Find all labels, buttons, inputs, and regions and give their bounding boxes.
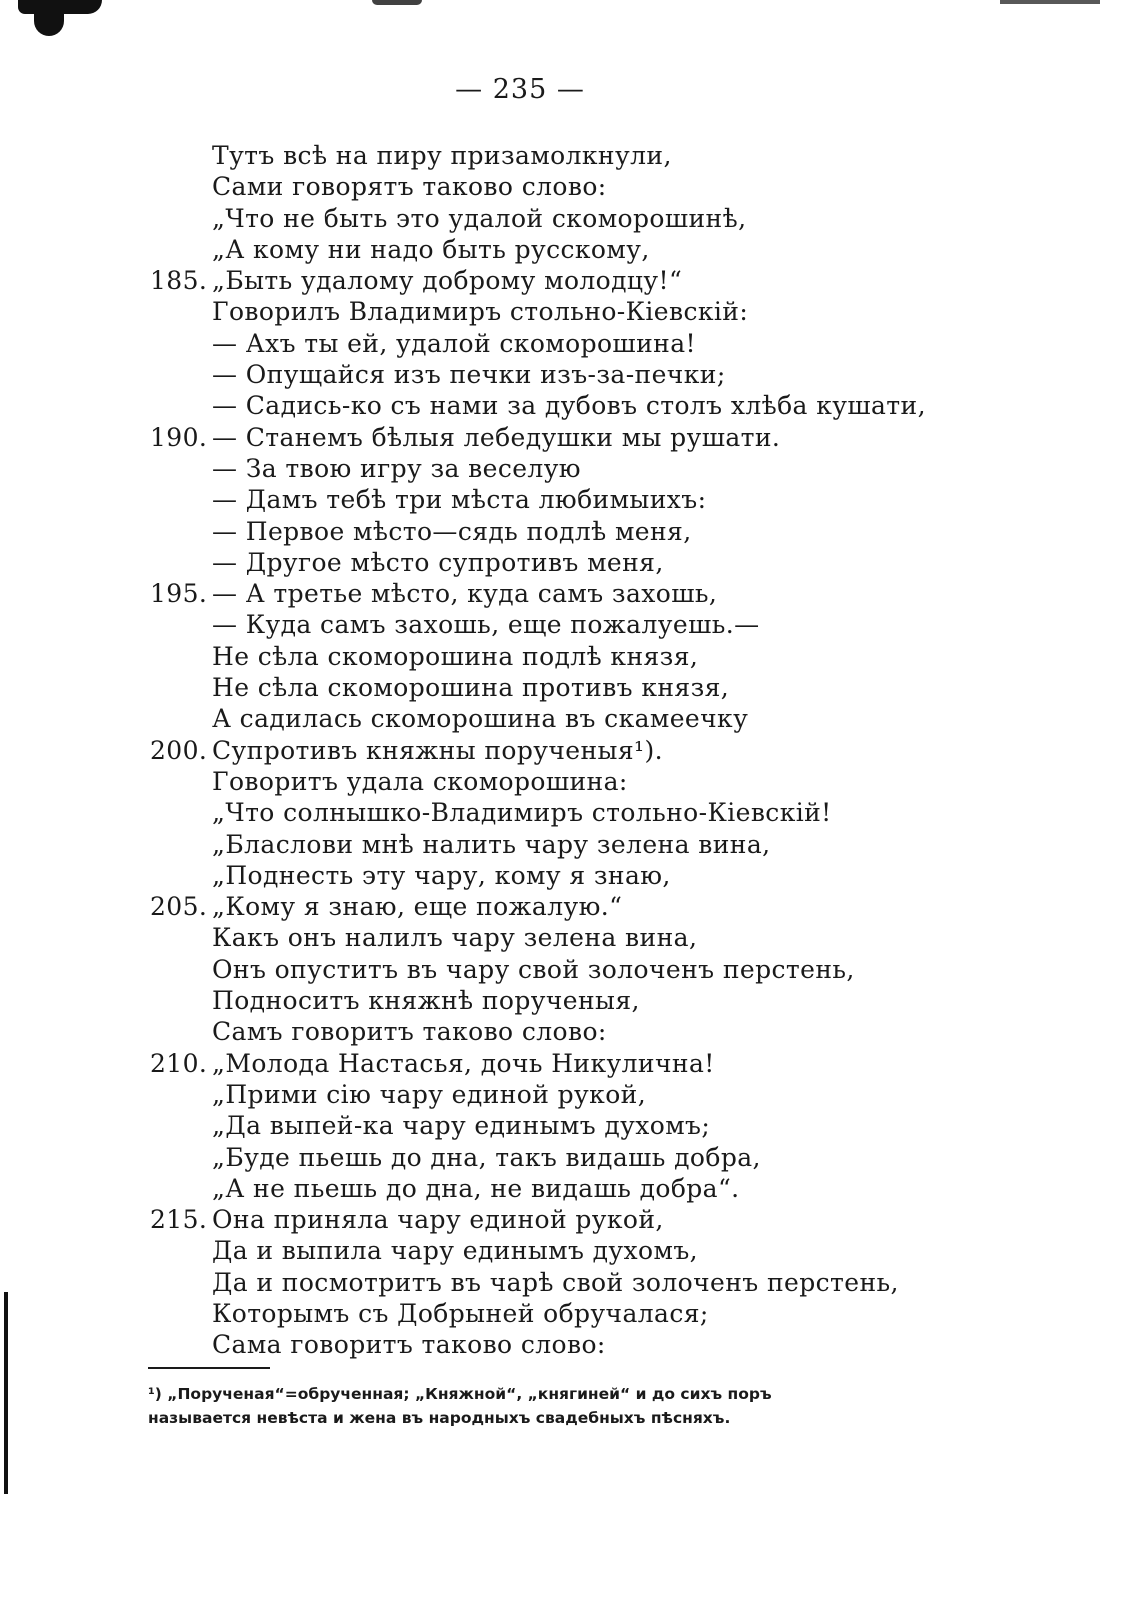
poem-line — [150, 516, 1030, 547]
line-text: Которымъ съ Добрыней обручалася; — [212, 1298, 709, 1328]
poem-line — [150, 922, 1030, 953]
line-text: Сами говорятъ таково слово: — [212, 172, 607, 202]
line-text: Говоритъ удала скоморошина: — [212, 766, 628, 796]
footnote-divider — [148, 1367, 270, 1369]
poem-line — [150, 578, 1030, 609]
poem-text — [150, 140, 1030, 1361]
poem-line — [150, 1016, 1030, 1047]
line-number: 195. — [150, 579, 208, 609]
poem-line — [150, 672, 1030, 703]
ink-speck-top-center — [372, 0, 422, 5]
poem-line — [150, 171, 1030, 202]
line-text: Супротивъ княжны порученыя¹). — [212, 735, 663, 765]
poem-line — [150, 766, 1030, 797]
line-text: — Первое мѣсто—сядь подлѣ меня, — [212, 516, 692, 546]
poem-line — [150, 1204, 1030, 1235]
line-number: 210. — [150, 1048, 208, 1078]
line-text: — А третье мѣсто, куда самъ захошь, — [212, 579, 718, 609]
line-number: 215. — [150, 1205, 208, 1235]
poem-line — [150, 1267, 1030, 1298]
line-text: — Садись-ко съ нами за дубовъ столъ хлѣба кушати, — [212, 391, 926, 421]
line-text: „Прими сію чару единой рукой, — [212, 1079, 647, 1109]
line-text: Да и выпила чару единымъ духомъ, — [212, 1236, 698, 1266]
poem-line — [150, 985, 1030, 1016]
poem-line — [150, 547, 1030, 578]
poem-line — [150, 1173, 1030, 1204]
ink-blot-top-left-2 — [34, 10, 64, 36]
poem-line — [150, 797, 1030, 828]
line-text: — Опущайся изъ печки изъ-за-печки; — [212, 360, 726, 390]
line-text: — Другое мѣсто супротивъ меня, — [212, 547, 664, 577]
line-number: 200. — [150, 735, 208, 765]
poem-line — [150, 829, 1030, 860]
line-text: Подноситъ княжнѣ порученыя, — [212, 986, 640, 1016]
poem-line — [150, 296, 1030, 327]
line-text: Да и посмотритъ въ чарѣ свой золоченъ перстень, — [212, 1267, 899, 1297]
line-text: „Да выпей-ка чару единымъ духомъ; — [212, 1111, 711, 1141]
poem-line — [150, 954, 1030, 985]
poem-line — [150, 203, 1030, 234]
line-text: — Дамъ тебѣ три мѣста любимыихъ: — [212, 485, 707, 515]
line-number: 185. — [150, 266, 208, 296]
line-text: „Что солнышко-Владимиръ стольно-Кіевскій! — [212, 798, 832, 828]
line-text: — За твою игру за веселую — [212, 453, 581, 483]
poem-line — [150, 453, 1030, 484]
line-text: — Станемъ бѣлыя лебедушки мы рушати. — [212, 422, 781, 452]
poem-line — [150, 860, 1030, 891]
poem-line — [150, 1110, 1030, 1141]
poem-line — [150, 891, 1030, 922]
poem-line — [150, 140, 1030, 171]
poem-line — [150, 328, 1030, 359]
line-text: Не сѣла скоморошина подлѣ князя, — [212, 641, 699, 671]
line-text: — Ахъ ты ей, удалой скоморошина! — [212, 328, 696, 358]
line-text: Не сѣла скоморошина противъ князя, — [212, 673, 730, 703]
line-text: „Кому я знаю, еще пожалую.“ — [212, 892, 623, 922]
line-text: „Молода Настасья, дочь Никулична! — [212, 1048, 715, 1078]
footnote — [148, 1383, 908, 1429]
poem-line — [150, 1298, 1030, 1329]
page-number: — 235 — — [455, 74, 585, 105]
poem-line — [150, 641, 1030, 672]
line-text: Сама говоритъ таково слово: — [212, 1330, 606, 1360]
line-number: 205. — [150, 892, 208, 922]
poem-line — [150, 1235, 1030, 1266]
poem-line — [150, 390, 1030, 421]
poem-line — [150, 1329, 1030, 1360]
poem-line — [150, 234, 1030, 265]
line-text: „Бласлови мнѣ налить чару зелена вина, — [212, 829, 771, 859]
scan-edge-line — [4, 1292, 8, 1494]
poem-line — [150, 484, 1030, 515]
poem-line — [150, 609, 1030, 640]
poem-line — [150, 703, 1030, 734]
poem-line — [150, 265, 1030, 296]
line-text: Самъ говоритъ таково слово: — [212, 1017, 607, 1047]
line-text: — Куда самъ захошь, еще пожалуешь.— — [212, 610, 760, 640]
line-text: „Буде пьешь до дна, такъ видашь добра, — [212, 1142, 761, 1172]
line-text: Какъ онъ налилъ чару зелена вина, — [212, 923, 698, 953]
line-text: Говорилъ Владимиръ стольно-Кіевскій: — [212, 297, 749, 327]
line-text: „Поднесть эту чару, кому я знаю, — [212, 860, 671, 890]
poem-line — [150, 359, 1030, 390]
line-text: „А кому ни надо быть русскому, — [212, 234, 650, 264]
line-text: А садилась скоморошина въ скамеечку — [212, 704, 749, 734]
poem-line — [150, 735, 1030, 766]
ink-speck-top-right — [1000, 0, 1100, 4]
poem-line — [150, 1048, 1030, 1079]
line-text: „Что не быть это удалой скоморошинѣ, — [212, 203, 747, 233]
line-text: Тутъ всѣ на пиру призамолкнули, — [212, 141, 672, 170]
line-text: „Быть удалому доброму молодцу!“ — [212, 266, 683, 296]
poem-line — [150, 422, 1030, 453]
footnote-line: называется невѣста и жена въ народныхъ свадебныхъ пѣсняхъ. — [148, 1409, 731, 1427]
line-text: Онъ опуститъ въ чару свой золоченъ перстень, — [212, 954, 855, 984]
poem-line — [150, 1142, 1030, 1173]
footnote-line: ¹) „Порученая“=обрученная; „Княжной“, „княгиней“ и до сихъ поръ — [148, 1385, 772, 1403]
line-number: 190. — [150, 422, 208, 452]
poem-line — [150, 1079, 1030, 1110]
line-text: „А не пьешь до дна, не видашь добра“. — [212, 1173, 740, 1203]
line-text: Она приняла чару единой рукой, — [212, 1205, 664, 1235]
